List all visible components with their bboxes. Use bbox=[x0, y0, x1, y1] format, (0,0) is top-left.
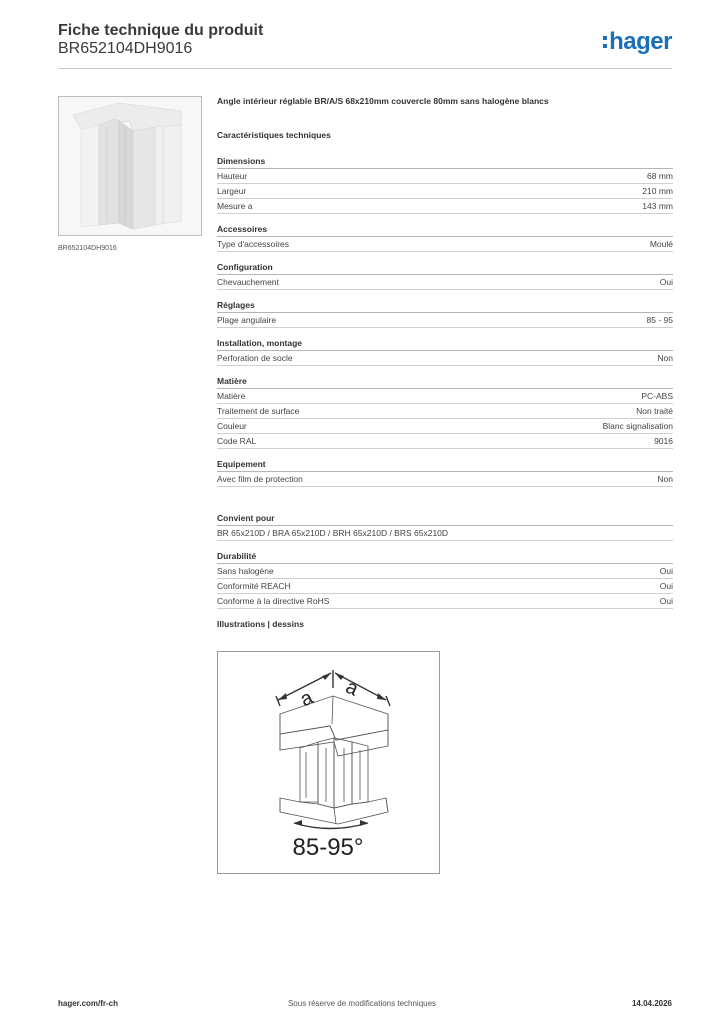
spec-row bbox=[217, 275, 673, 290]
product-photo-icon bbox=[59, 97, 201, 235]
spec-group bbox=[217, 224, 673, 252]
spec-label: Largeur bbox=[217, 186, 247, 196]
header-divider bbox=[58, 68, 672, 69]
spec-label: Sans halogène bbox=[217, 566, 274, 576]
spec-label: Plage angulaire bbox=[217, 315, 277, 325]
spec-label: BR 65x210D / BRA 65x210D / BRH 65x210D / BRS 65x210D bbox=[217, 528, 449, 538]
spec-group bbox=[217, 513, 673, 541]
spec-value: 9016 bbox=[654, 436, 673, 446]
spec-row bbox=[217, 313, 673, 328]
spec-label: Chevauchement bbox=[217, 277, 279, 287]
product-reference: BR652104DH9016 bbox=[58, 40, 193, 57]
spec-group-title: Configuration bbox=[217, 262, 673, 275]
product-details bbox=[217, 96, 673, 629]
spec-group-title: Matière bbox=[217, 376, 673, 389]
spec-group-title: Installation, montage bbox=[217, 338, 673, 351]
spec-group bbox=[217, 551, 673, 609]
spec-group-title: Convient pour bbox=[217, 513, 673, 526]
spec-label: Type d'accessoires bbox=[217, 239, 290, 249]
illustrations-heading: Illustrations | dessins bbox=[217, 619, 304, 629]
spec-group-title: Dimensions bbox=[217, 156, 673, 169]
spec-row bbox=[217, 526, 673, 541]
spec-group-title: Réglages bbox=[217, 300, 673, 313]
spec-label: Mesure a bbox=[217, 201, 253, 211]
spec-row bbox=[217, 564, 673, 579]
dimension-a-left-label: a bbox=[296, 686, 317, 712]
hager-logo bbox=[603, 28, 672, 56]
spec-value: 143 mm bbox=[642, 201, 673, 211]
spec-label: Code RAL bbox=[217, 436, 257, 446]
spec-row bbox=[217, 472, 673, 487]
spec-value: 210 mm bbox=[642, 186, 673, 196]
logo-dots-icon bbox=[603, 36, 607, 48]
spec-group-title: Equipement bbox=[217, 459, 673, 472]
document-title: Fiche technique du produit bbox=[58, 22, 264, 39]
spec-group-title: Accessoires bbox=[217, 224, 673, 237]
spec-row bbox=[217, 199, 673, 214]
spec-row bbox=[217, 404, 673, 419]
footer-date: 14.04.2026 bbox=[631, 999, 672, 1008]
spec-row bbox=[217, 389, 673, 404]
footer-notice: Sous réserve de modifications techniques bbox=[287, 999, 437, 1008]
technical-heading: Caractéristiques techniques bbox=[217, 130, 331, 140]
spec-label: Perforation de socle bbox=[217, 353, 293, 363]
spec-row bbox=[217, 184, 673, 199]
section-spacer bbox=[217, 497, 673, 513]
spec-group bbox=[217, 262, 673, 290]
spec-label: Matière bbox=[217, 391, 246, 401]
spec-group-title: Durabilité bbox=[217, 551, 673, 564]
dimension-a-right-label: a bbox=[342, 675, 362, 701]
spec-value: Non traité bbox=[636, 406, 673, 416]
spec-value: Oui bbox=[659, 596, 673, 606]
spec-label: Hauteur bbox=[217, 171, 248, 181]
product-description: Angle intérieur réglable BR/A/S 68x210mm couvercle 80mm sans halogène blancs bbox=[217, 96, 549, 106]
spec-value: Oui bbox=[659, 581, 673, 591]
spec-label: Avec film de protection bbox=[217, 474, 303, 484]
spec-row bbox=[217, 434, 673, 449]
spec-value: Oui bbox=[659, 566, 673, 576]
spec-row bbox=[217, 351, 673, 366]
product-thumbnail bbox=[58, 96, 202, 236]
spec-value: 85 - 95 bbox=[646, 315, 673, 325]
spec-row bbox=[217, 169, 673, 184]
illustration-drawing bbox=[217, 651, 440, 874]
logo-text: hager bbox=[609, 28, 672, 55]
spec-row bbox=[217, 419, 673, 434]
spec-row bbox=[217, 594, 673, 609]
spec-value: Non bbox=[657, 353, 673, 363]
spec-value: Non bbox=[657, 474, 673, 484]
spec-group bbox=[217, 338, 673, 366]
spec-value: Blanc signalisation bbox=[602, 421, 673, 431]
angle-drawing-icon bbox=[218, 652, 439, 873]
spec-value: Oui bbox=[659, 277, 673, 287]
spec-value: 68 mm bbox=[647, 171, 673, 181]
spec-row bbox=[217, 237, 673, 252]
footer-website: hager.com/fr-ch bbox=[58, 999, 119, 1008]
spec-value: Moulé bbox=[649, 239, 673, 249]
spec-group bbox=[217, 300, 673, 328]
spec-row bbox=[217, 579, 673, 594]
characteristics-groups bbox=[217, 156, 673, 487]
spec-group bbox=[217, 459, 673, 487]
spec-value: PC-ABS bbox=[641, 391, 673, 401]
thumbnail-caption: BR652104DH9016 bbox=[58, 245, 117, 252]
spec-label: Conforme à la directive RoHS bbox=[217, 596, 330, 606]
spec-label: Traitement de surface bbox=[217, 406, 300, 416]
spec-group bbox=[217, 156, 673, 214]
spec-label: Conformité REACH bbox=[217, 581, 291, 591]
angle-range-label: 85-95° bbox=[292, 834, 364, 861]
spec-label: Couleur bbox=[217, 421, 247, 431]
spec-group bbox=[217, 376, 673, 449]
compatibility-groups bbox=[217, 513, 673, 609]
